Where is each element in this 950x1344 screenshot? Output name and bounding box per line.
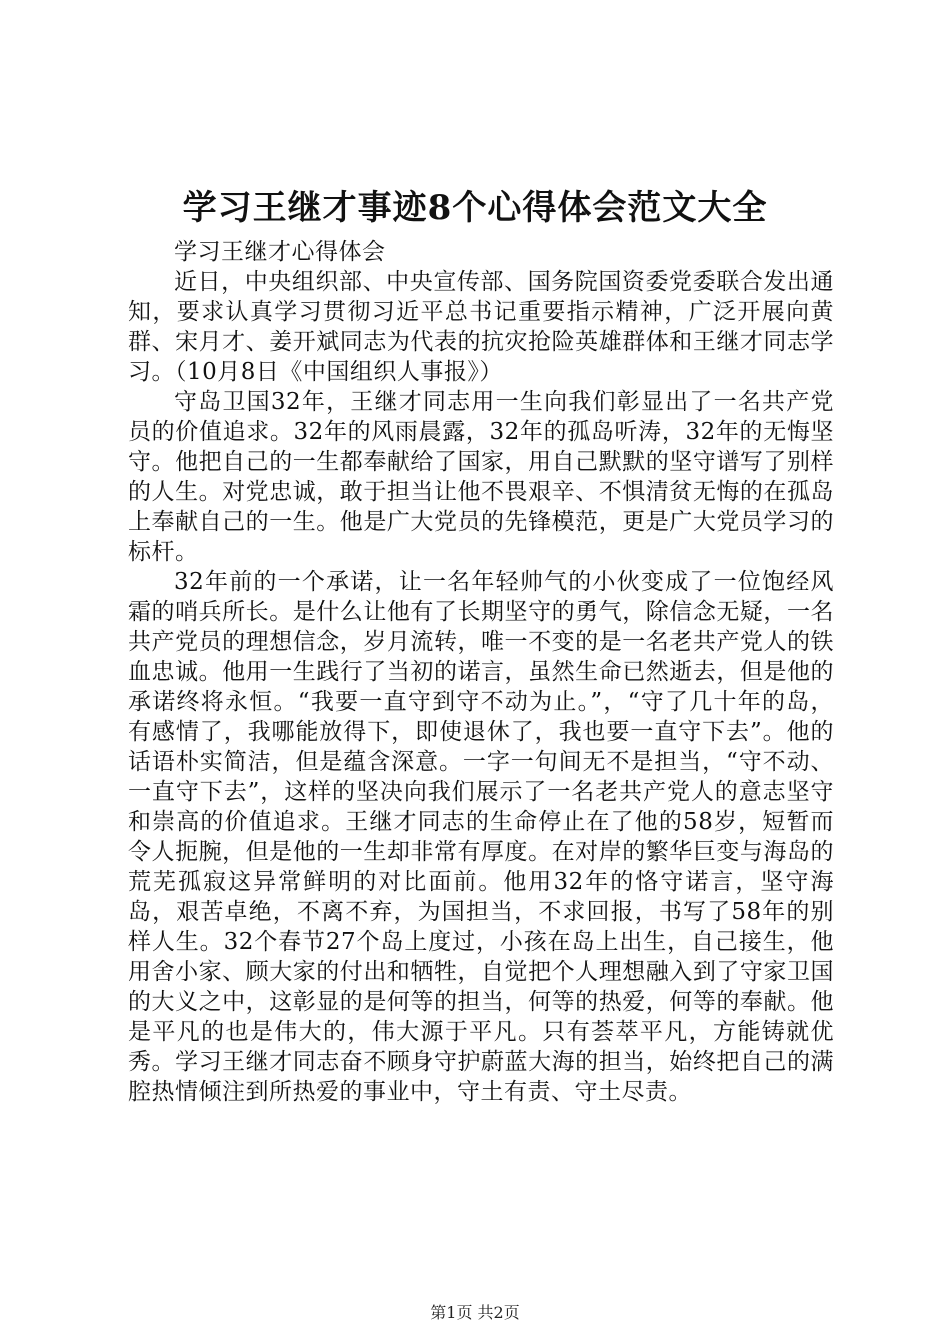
page-footer: 第1页 共2页 <box>430 1303 520 1322</box>
section-subheading: 学习王继才心得体会 <box>174 239 386 265</box>
body-paragraph-2: 守岛卫国32年，王继才同志用一生向我们彰显出了一名共产党员的价值追求。32年的风雨晨露，32年的孤岛听涛，32年的无悔坚守。他把自己的一生都奉献给了国家，用自己默默的坚守谱写了别样的人生。对党忠诚，敢于担当让他不畏艰辛、不惧清贫无悔的在孤岛上奉献自己的一生。他是广大党员的先锋模范，更是广大党员学习的标杆。 <box>128 389 834 565</box>
body-paragraph-1: 近日，中央组织部、中央宣传部、国务院国资委党委联合发出通知，要求认真学习贯彻习近平总书记重要指示精神，广泛开展向黄群、宋月才、姜开斌同志为代表的抗灾抢险英雄群体和王继才同志学习。（10月8日《中国组织人事报》） <box>128 269 834 385</box>
document-body <box>128 237 834 1107</box>
document-title: 学习王继才事迹8个心得体会范文大全 <box>182 188 768 228</box>
body-paragraph-3: 32年前的一个承诺，让一名年轻帅气的小伙变成了一位饱经风霜的哨兵所长。是什么让他有了长期坚守的勇气，除信念无疑，一名共产党员的理想信念，岁月流转，唯一不变的是一名老共产党人的铁血忠诚。他用一生践行了当初的诺言，虽然生命已然逝去，但是他的承诺终将永恒。“我要一直守到守不动为止。”，“守了几十年的岛，有感情了，我哪能放得下，即使退休了，我也要一直守下去”。他的话语朴实简洁，但是蕴含深意。一字一句间无不是担当，“守不动、一直守下去”，这样的坚决向我们展示了一名老共产党人的意志坚守和崇高的价值追求。王继才同志的生命停止在了他的58岁，短暂而令人扼腕，但是他的一生却非常有厚度。在对岸的繁华巨变与海岛的荒芜孤寂这异常鲜明的对比面前。他用32年的恪守诺言，坚守海岛，艰苦卓绝，不离不弃，为国担当，不求回报，书写了58年的别样人生。32个春节27个岛上度过，小孩在岛上出生，自己接生，他用舍小家、顾大家的付出和牺牲，自觉把个人理想融入到了守家卫国的大义之中，这彰显的是何等的担当，何等的热爱，何等的奉献。他是平凡的也是伟大的，伟大源于平凡。只有荟萃平凡，方能铸就优秀。学习王继才同志奋不顾身守护蔚蓝大海的担当，始终把自己的满腔热情倾注到所热爱的事业中，守土有责、守土尽责。 <box>128 569 834 1105</box>
